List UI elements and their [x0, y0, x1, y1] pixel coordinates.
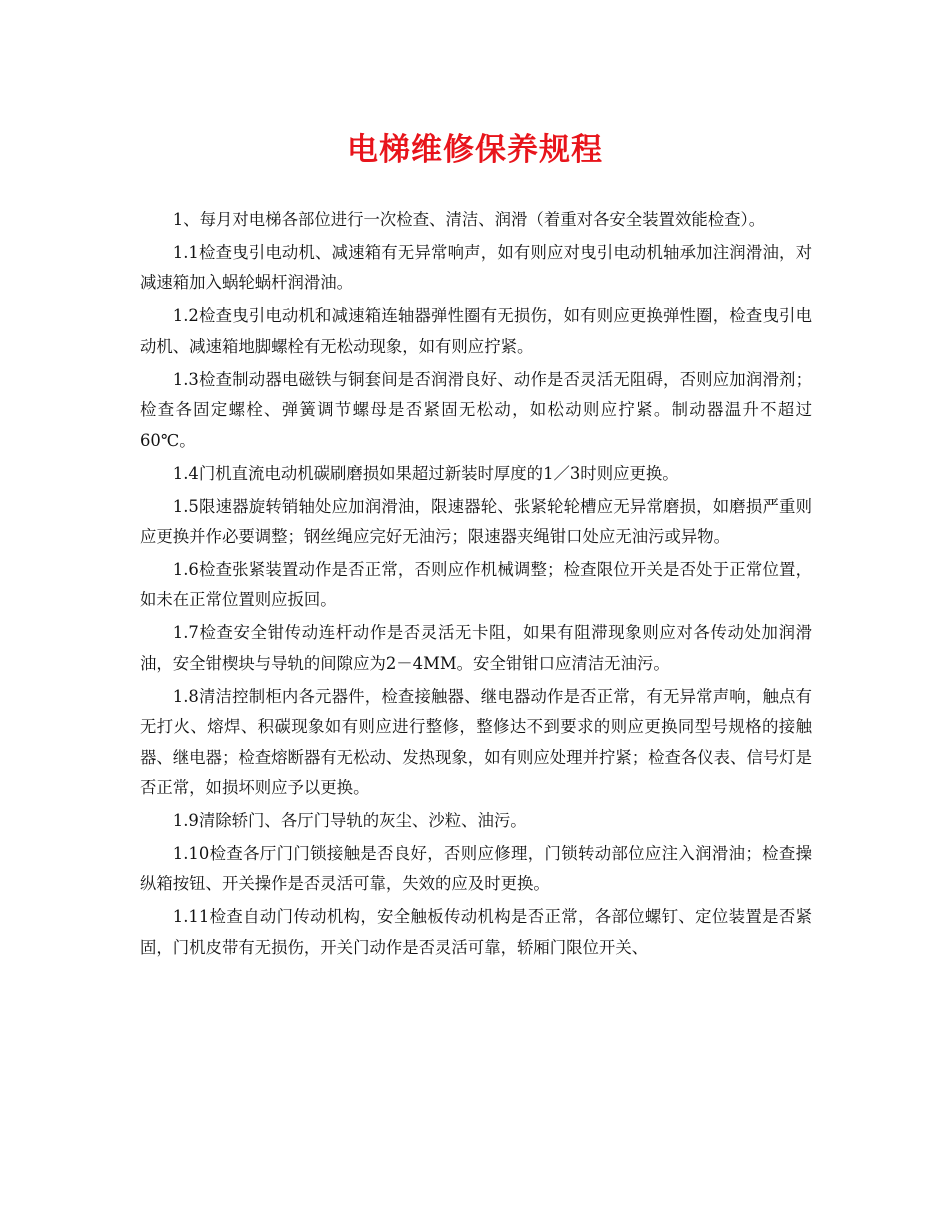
paragraph-1-4: 1.4门机直流电动机碳刷磨损如果超过新装时厚度的1／3时则应更换。: [172, 463, 679, 483]
paragraph-1-5: 1.5限速器旋转销轴处应加润滑油，限速器轮、张紧轮轮槽应无异常磨损，如磨损严重则应更换并作必要调整；钢丝绳应完好无油污；限速器夹绳钳口处应无油污或异物。: [140, 496, 812, 547]
paragraph-1-6: 1.6检查张紧装置动作是否正常，否则应作机械调整；检查限位开关是否处于正常位置，如未在正常位置则应扳回。: [140, 560, 812, 610]
paragraph-1-11: 1.11检查自动门传动机构，安全触板传动机构是否正常，各部位螺钉、定位装置是否紧固，门机皮带有无损伤，开关门动作是否灵活可靠，轿厢门限位开关、: [140, 907, 812, 957]
paragraph-1-2: 1.2检查曳引电动机和减速箱连轴器弹性圈有无损伤，如有则应更换弹性圈，检查曳引电动机、减速箱地脚螺栓有无松动现象，如有则应拧紧。: [140, 306, 812, 356]
paragraph-1-8: 1.8清洁控制柜内各元器件，检查接触器、继电器动作是否正常，有无异常声响，触点有无打火、熔焊、积碳现象如有则应进行整修，整修达不到要求的则应更换同型号规格的接触器、继电器；检查熔断器有无松动、发热现象，如有则应处理并拧紧；检查各仪表、信号灯是否正常，如损坏则应予以更换。: [140, 686, 813, 798]
document-title: 电梯维修保养规程: [347, 132, 603, 168]
paragraph-1-1: 1.1检查曳引电动机、减速箱有无异常响声，如有则应对曳引电动机轴承加注润滑油，对减速箱加入蜗轮蜗杆润滑油。: [140, 243, 812, 293]
paragraph-1-3: 1.3检查制动器电磁铁与铜套间是否润滑良好、动作是否灵活无阻碍，否则应加润滑剂；检查各固定螺栓、弹簧调节螺母是否紧固无松动，如松动则应拧紧。制动器温升不超过60℃。: [140, 369, 812, 450]
paragraph-1-10: 1.10检查各厅门门锁接触是否良好，否则应修理，门锁转动部位应注入润滑油；检查操纵箱按钮、开关操作是否灵活可靠，失效的应及时更换。: [140, 844, 812, 894]
document-body: [140, 205, 812, 966]
paragraph-1-7: 1.7检查安全钳传动连杆动作是否灵活无卡阻，如果有阻滞现象则应对各传动处加润滑油，安全钳楔块与导轨的间隙应为2－4MM。安全钳钳口应清洁无油污。: [140, 623, 812, 673]
paragraph-1: 1、每月对电梯各部位进行一次检查、清洁、润滑（着重对各安全装置效能检查）。: [172, 210, 766, 229]
paragraph-1-9: 1.9清除轿门、各厅门导轨的灰尘、沙粒、油污。: [172, 811, 527, 831]
